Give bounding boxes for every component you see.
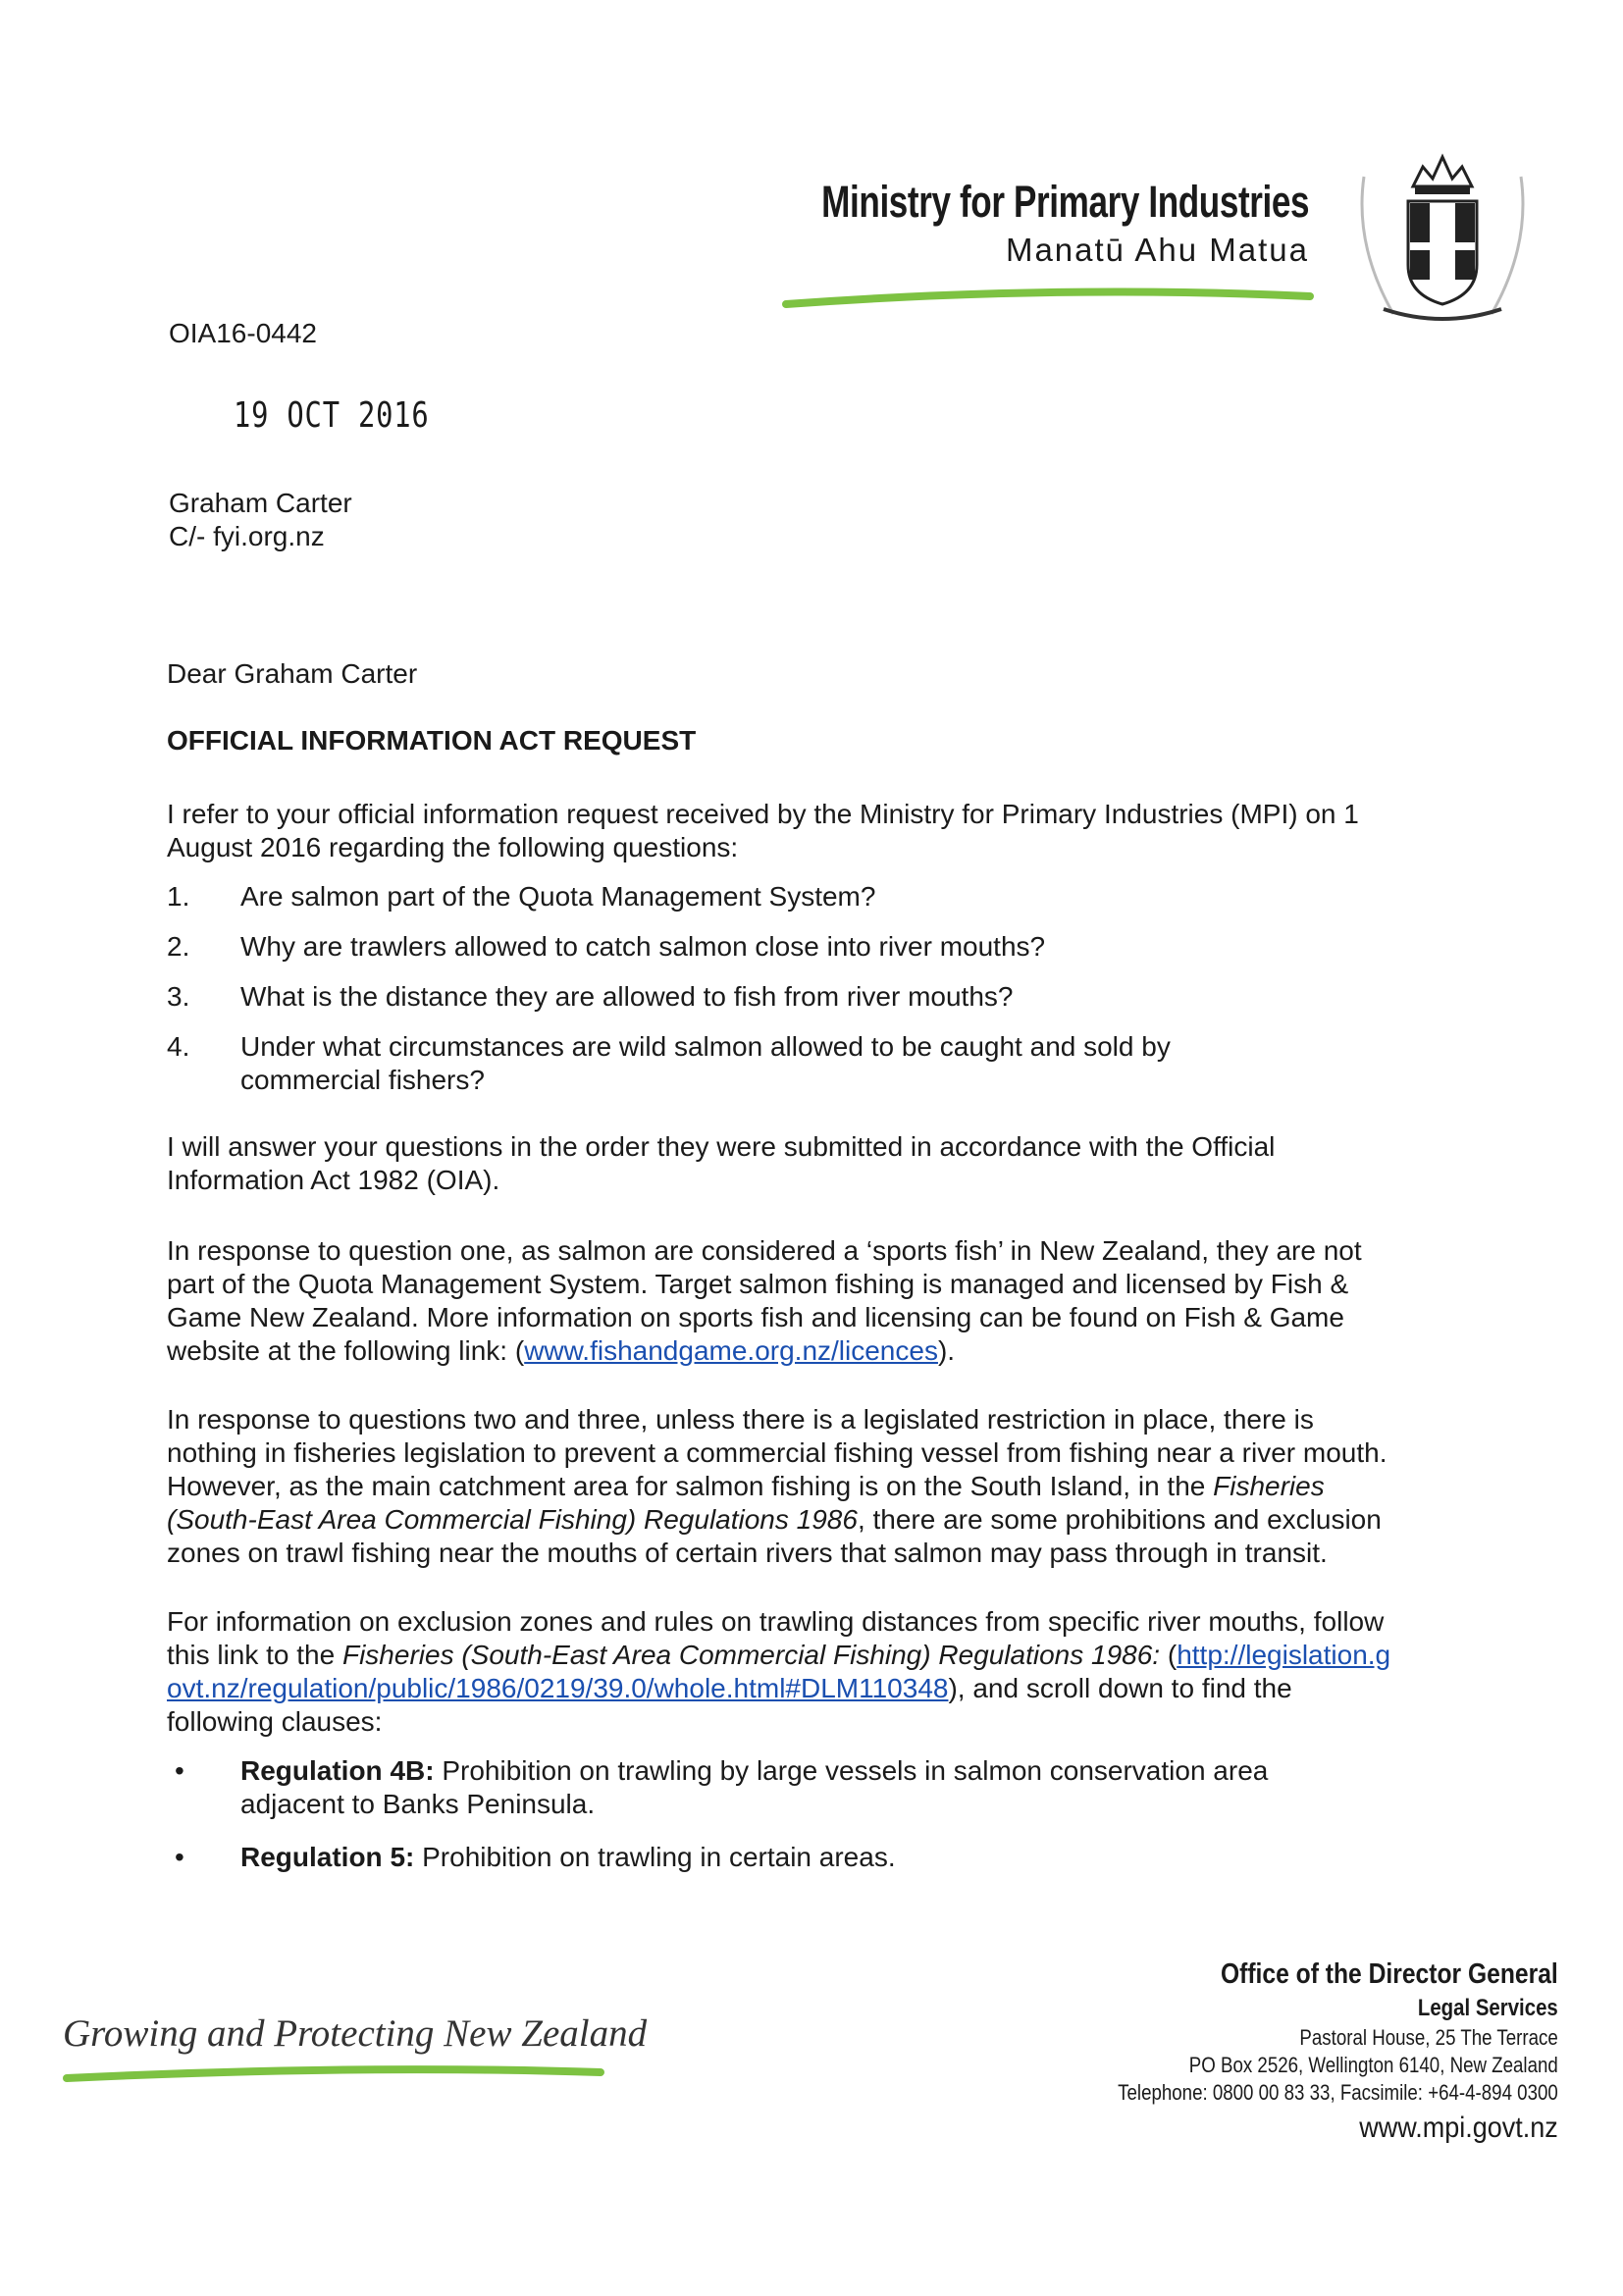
footer-office: Office of the Director General xyxy=(1221,1958,1558,1990)
legislation-paragraph xyxy=(167,1605,1403,1739)
intro-paragraph: I refer to your official information request received by the Ministry for Primary Industries (MPI) on 1 August 2016 regarding the following questions: xyxy=(167,799,1359,862)
question-text: Are salmon part of the Quota Management System? xyxy=(240,881,876,912)
fishandgame-link[interactable]: www.fishandgame.org.nz/licences xyxy=(524,1335,938,1366)
footer-swoosh xyxy=(61,2061,620,2090)
date-stamp: 19 OCT 2016 xyxy=(234,395,430,436)
questions-two-three-paragraph xyxy=(167,1403,1403,1570)
order-paragraph: I will answer your questions in the order they were submitted in accordance with the Official Information Act 1982 (OIA). xyxy=(167,1131,1276,1195)
footer-phone: Telephone: 0800 00 83 33, Facsimile: +64-4-894 0300 xyxy=(1118,2080,1558,2105)
question-item xyxy=(167,880,1403,913)
bullet-icon: • xyxy=(175,1755,184,1786)
paragraph-text: For information on exclusion zones and rules on trawling distances from specific river mouths, follow this link to the xyxy=(167,1606,1385,1670)
paragraph-text: ), and scroll down to find the following clauses: xyxy=(167,1673,1292,1737)
question-one-paragraph xyxy=(167,1234,1403,1368)
clause-item xyxy=(167,1841,1403,1874)
footer-contact xyxy=(1040,1956,1558,2150)
question-item xyxy=(167,980,1403,1014)
reference-number: OIA16-0442 xyxy=(169,318,317,348)
footer-tagline: Growing and Protecting New Zealand xyxy=(63,2012,648,2055)
clause-item xyxy=(167,1754,1403,1821)
question-number: 3. xyxy=(167,981,190,1012)
paragraph-text: ). xyxy=(937,1335,956,1366)
paragraph-text: In response to questions two and three, unless there is a legislated restriction in place, there is nothing in fisheries legislation to prevent a commercial fishing vessel from fishing near a river mouth. However, as the main catchment area for salmon fishing is on the South Island, in the xyxy=(167,1404,1387,1501)
regulation-title: Fisheries (South-East Area Commercial Fishing) Regulations 1986 xyxy=(167,1471,1325,1535)
brand-swoosh xyxy=(780,285,1320,314)
footer-address2: PO Box 2526, Wellington 6140, New Zealand xyxy=(1189,2053,1558,2077)
paragraph-text: , there are some prohibitions and exclusion zones on trawl fishing near the mouths of certain rivers that salmon may pass through in transit. xyxy=(167,1504,1382,1568)
paragraph-text: In response to question one, as salmon are considered a ‘sports fish’ in New Zealand, they are not part of the Quota Management System. Target salmon fishing is managed and licensed by Fish & Game New Zealand. More information on sports fish and licensing can be found on Fish & Game website at the following link: ( xyxy=(167,1235,1362,1366)
question-number: 4. xyxy=(167,1031,190,1062)
clause-text: Prohibition on trawling by large vessels in salmon conservation area adjacent to Banks Peninsula. xyxy=(240,1755,1269,1819)
question-number: 2. xyxy=(167,931,190,962)
question-text: Why are trawlers allowed to catch salmon close into river mouths? xyxy=(240,931,1046,962)
footer-address1: Pastoral House, 25 The Terrace xyxy=(1299,2025,1558,2050)
recipient-block xyxy=(169,487,352,553)
question-item xyxy=(167,930,1403,964)
salutation: Dear Graham Carter xyxy=(167,658,418,689)
footer-unit: Legal Services xyxy=(1418,1995,1558,2021)
bullet-icon: • xyxy=(175,1842,184,1872)
question-text: What is the distance they are allowed to fish from river mouths? xyxy=(240,981,1014,1012)
question-text: Under what circumstances are wild salmon allowed to be caught and sold by commercial fishers? xyxy=(240,1031,1171,1095)
letter-body xyxy=(167,798,1403,1874)
clause-text: Prohibition on trawling in certain areas. xyxy=(414,1842,896,1872)
paragraph-text: ( xyxy=(1160,1640,1178,1670)
legislation-link[interactable]: http://legislation.govt.nz/regulation/public/1986/0219/39.0/whole.html#DLM110348 xyxy=(167,1640,1391,1703)
recipient-name: Graham Carter xyxy=(169,488,352,518)
coat-of-arms-icon xyxy=(1344,147,1541,334)
clause-label: Regulation 5: xyxy=(240,1842,415,1872)
org-name-maori: Manatū Ahu Matua xyxy=(1005,232,1309,268)
regulation-title: Fisheries (South-East Area Commercial Fishing) Regulations 1986: xyxy=(341,1640,1161,1670)
letter-heading: OFFICIAL INFORMATION ACT REQUEST xyxy=(167,725,697,756)
org-name: Ministry for Primary Industries xyxy=(820,177,1309,227)
recipient-address: C/- fyi.org.nz xyxy=(169,521,325,551)
footer-website[interactable]: www.mpi.govt.nz xyxy=(1359,2112,1558,2144)
question-number: 1. xyxy=(167,881,190,912)
clause-label: Regulation 4B: xyxy=(240,1755,435,1786)
question-item xyxy=(167,1030,1403,1097)
